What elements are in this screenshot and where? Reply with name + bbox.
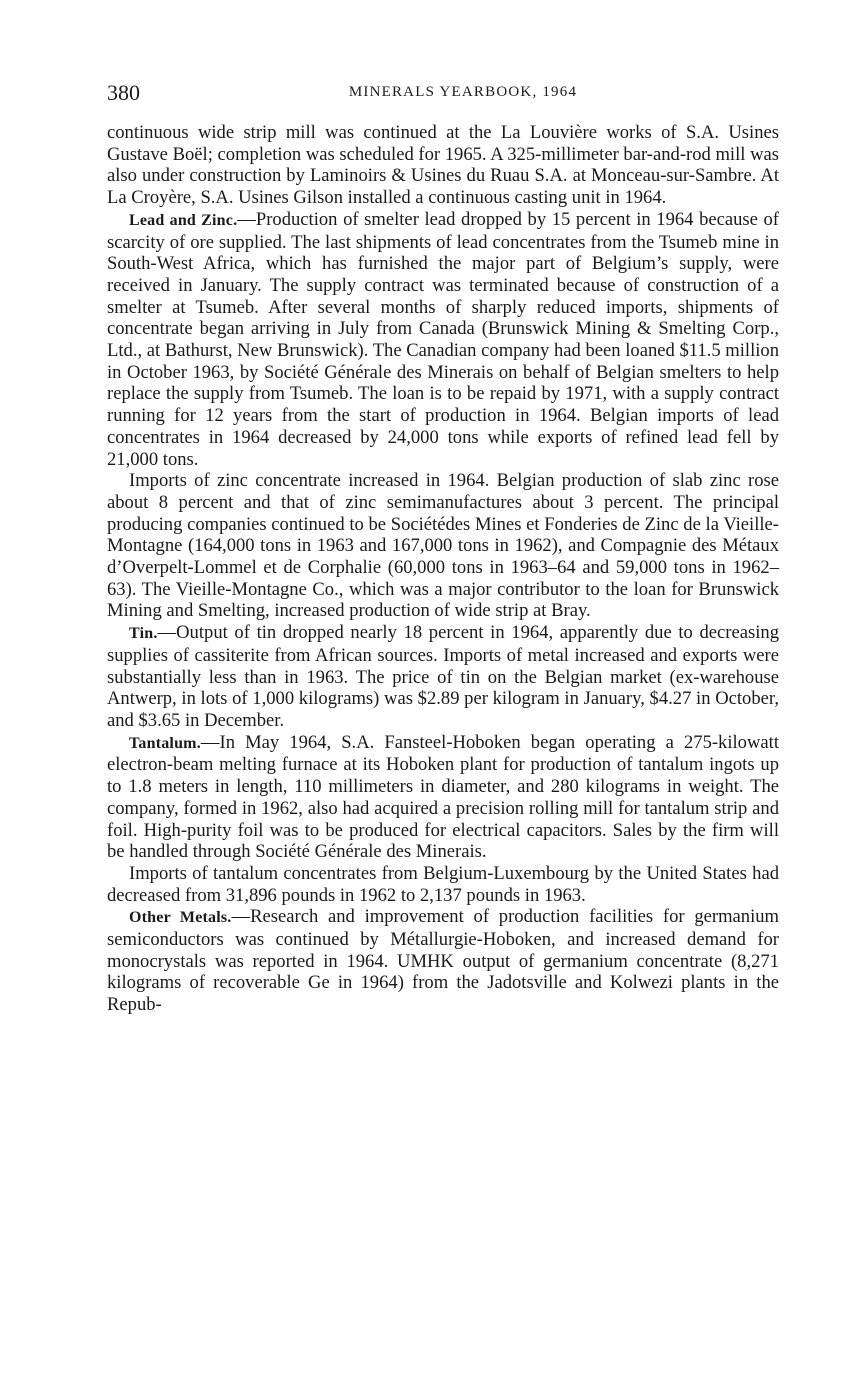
paragraph-other-metals [107, 906, 779, 1016]
paragraph-text: continuous wide strip mill was continued at the La Louvière works of S.A. Usines Gustave Boël; completion was scheduled for 1965. A 325-millimeter bar-and-rod mill was also under construction by Laminoirs & Usines du Ruau S.A. at Monceau-sur-Sambre. At La Croyère, S.A. Usines Gilson installed a continuous casting unit in 1964. [107, 122, 779, 209]
paragraph-text: —Research and improvement of production facilities for germanium semiconductors was continued by Métallurgie-Hoboken, and increased demand for monocrystals was reported in 1964. UMHK output of germanium concentrate (8,271 kilograms of recoverable Ge in 1964) from the Jadotsville and Kolwezi plants in the Repub- [107, 906, 780, 1016]
paragraph-lead-and-zinc [107, 209, 779, 470]
paragraph-zinc [107, 470, 779, 622]
section-heading-tin: Tin. [129, 625, 158, 643]
page-header [107, 80, 779, 106]
paragraph-tantalum-imports [107, 863, 779, 906]
section-heading-other-metals: Other Metals. [129, 909, 232, 927]
paragraph-text: Imports of zinc concentrate increased in 1964. Belgian production of slab zinc rose about 8 percent and that of zinc semimanufactures about 3 percent. The principal producing companies continued to be Sociétédes Mines et Fonderies de Zinc de la Vieille-Montagne (164,000 tons in 1963 and 167,000 tons in 1962), and Compagnie des Métaux d’Overpelt-Lommel et de Corphalie (60,000 tons in 1963–64 and 59,000 tons in 1962–63). The Vieille-Montagne Co., which was a major contributor to the loan for Brunswick Mining and Smelting, increased production of wide strip at Bray. [107, 470, 779, 622]
paragraph-text: —Production of smelter lead dropped by 15 percent in 1964 because of scarcity of ore supplied. The last shipments of lead concentrates from the Tsumeb mine in South-West Africa, which has furnished the major part of Belgium’s supply, were received in January. The supply contract was terminated because of construction of a smelter at Tsumeb. After several months of sharply reduced imports, shipments of concentrate began arriving in July from Canada (Brunswick Mining & Smelting Corp., Ltd., at Bathurst, New Brunswick). The Canadian company had been loaned $11.5 million in October 1963, by Société Générale des Minerais on behalf of Belgian smelters to help replace the supply from Tsumeb. The loan is to be repaid by 1971, with a supply contract running for 12 years from the start of production in 1964. Belgian imports of lead concentrates in 1964 decreased by 24,000 tons while exports of refined lead fell by 21,000 tons. [107, 208, 779, 470]
page-number: 380 [107, 80, 140, 105]
section-heading-tantalum: Tantalum. [129, 734, 201, 752]
section-heading-lead-zinc: Lead and Zinc. [129, 211, 238, 229]
paragraph-text: Imports of tantalum concentrates from Belgium-Luxembourg by the United States had decreased from 31,896 pounds in 1962 to 2,137 pounds in 1963. [107, 862, 779, 906]
paragraph-text: —Output of tin dropped nearly 18 percent in 1964, apparently due to decreasing supplies of cassiterite from African sources. Imports of metal increased and exports were substantially less than in 1963. The price of tin on the Belgian market (ex-warehouse Antwerp, in lots of 1,000 kilograms) was $2.89 per kilogram in January, $4.27 in October, and $3.65 in December. [107, 622, 779, 731]
paragraph-tin [107, 622, 779, 732]
body-text [107, 122, 779, 1016]
paragraph-steel-continued [107, 122, 779, 209]
paragraph-text: —In May 1964, S.A. Fansteel-Hoboken began operating a 275-kilowatt electron-beam melting furnace at its Hoboken plant for production of tantalum ingots up to 1.8 meters in length, 110 millimeters in diameter, and 280 kilograms in weight. The company, formed in 1962, also had acquired a precision rolling mill for tantalum strip and foil. High-purity foil was to be produced for electrical capacitors. Sales by the firm will be handled through Société Générale des Minerais. [107, 731, 779, 863]
running-title: MINERALS YEARBOOK, 1964 [348, 84, 578, 100]
paragraph-tantalum [107, 732, 779, 863]
